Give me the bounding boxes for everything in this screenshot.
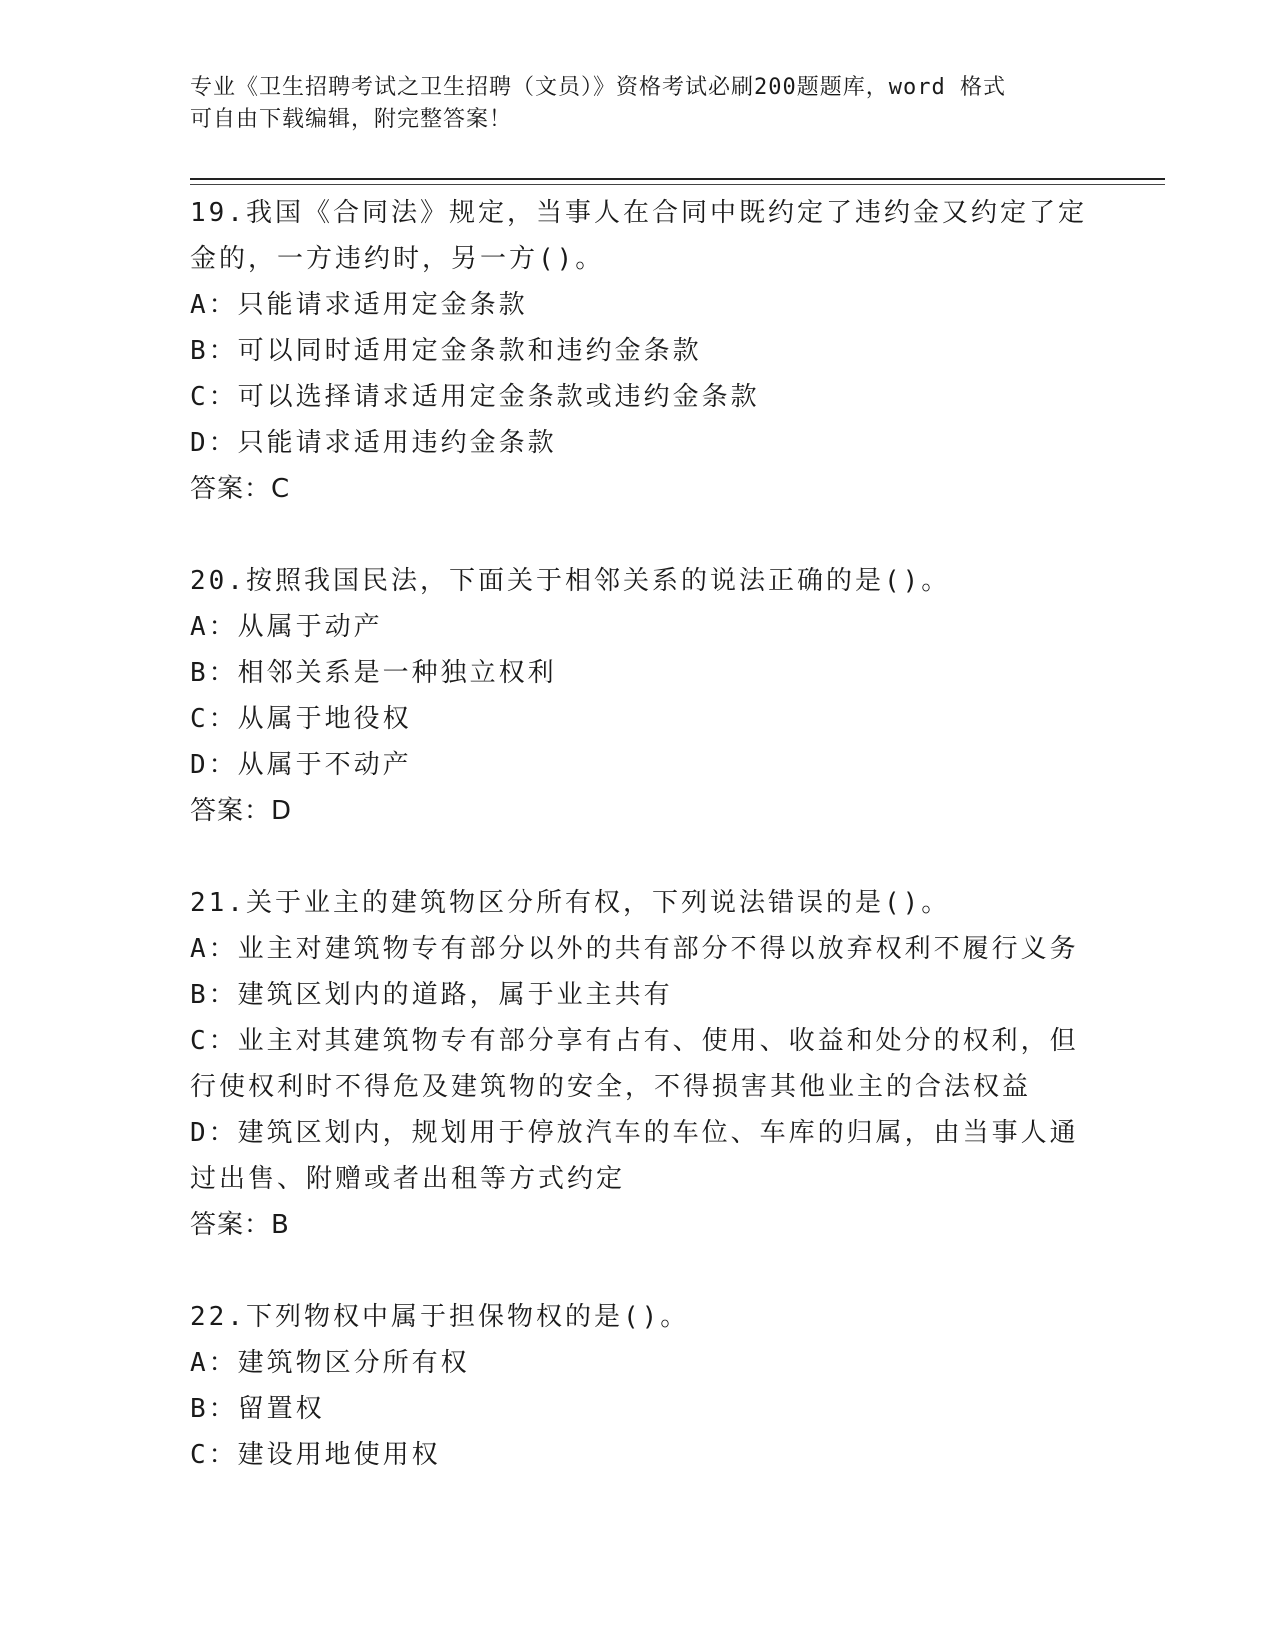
header-divider-thick xyxy=(190,178,1165,180)
question-text: 金的，一方违约时，另一方()。 xyxy=(190,244,605,274)
question-22 xyxy=(190,1294,1090,1478)
answer: 答案：C xyxy=(190,474,291,504)
question-list xyxy=(190,190,1090,1524)
header-divider-thin xyxy=(190,184,1165,185)
question-21 xyxy=(190,880,1090,1248)
answer: 答案：B xyxy=(190,1210,290,1240)
option-c: C：可以选择请求适用定金条款或违约金条款 xyxy=(190,382,760,412)
question-text: 21.关于业主的建筑物区分所有权，下列说法错误的是()。 xyxy=(190,888,951,918)
option-c: C：业主对其建筑物专有部分享有占有、使用、收益和处分的权利，但 xyxy=(190,1026,1079,1056)
header-line-1: 专业《卫生招聘考试之卫生招聘（文员）》资格考试必刷200题题库，word 格式 xyxy=(190,75,1006,100)
option-c: C：从属于地役权 xyxy=(190,704,412,734)
option-c-continued: 行使权利时不得危及建筑物的安全，不得损害其他业主的合法权益 xyxy=(190,1072,1032,1102)
question-20 xyxy=(190,558,1090,834)
document-header xyxy=(190,72,1090,136)
option-b: B：建筑区划内的道路，属于业主共有 xyxy=(190,980,673,1010)
option-a: A：从属于动产 xyxy=(190,612,383,642)
header-line-2: 可自由下载编辑，附完整答案！ xyxy=(190,107,513,132)
option-b: B：相邻关系是一种独立权利 xyxy=(190,658,557,688)
question-text: 20.按照我国民法，下面关于相邻关系的说法正确的是()。 xyxy=(190,566,951,596)
question-text: 19.我国《合同法》规定，当事人在合同中既约定了违约金又约定了定 xyxy=(190,198,1087,228)
option-d: D：建筑区划内，规划用于停放汽车的车位、车库的归属，由当事人通 xyxy=(190,1118,1079,1148)
option-d-continued: 过出售、附赠或者出租等方式约定 xyxy=(190,1164,626,1194)
option-d: D：从属于不动产 xyxy=(190,750,412,780)
option-a: A：建筑物区分所有权 xyxy=(190,1348,470,1378)
question-text: 22.下列物权中属于担保物权的是()。 xyxy=(190,1302,690,1332)
option-a: A：业主对建筑物专有部分以外的共有部分不得以放弃权利不履行义务 xyxy=(190,934,1079,964)
option-a: A：只能请求适用定金条款 xyxy=(190,290,528,320)
option-b: B：可以同时适用定金条款和违约金条款 xyxy=(190,336,702,366)
option-d: D：只能请求适用违约金条款 xyxy=(190,428,557,458)
option-c: C：建设用地使用权 xyxy=(190,1440,441,1470)
answer: 答案：D xyxy=(190,796,293,826)
question-19 xyxy=(190,190,1090,512)
option-b: B：留置权 xyxy=(190,1394,325,1424)
